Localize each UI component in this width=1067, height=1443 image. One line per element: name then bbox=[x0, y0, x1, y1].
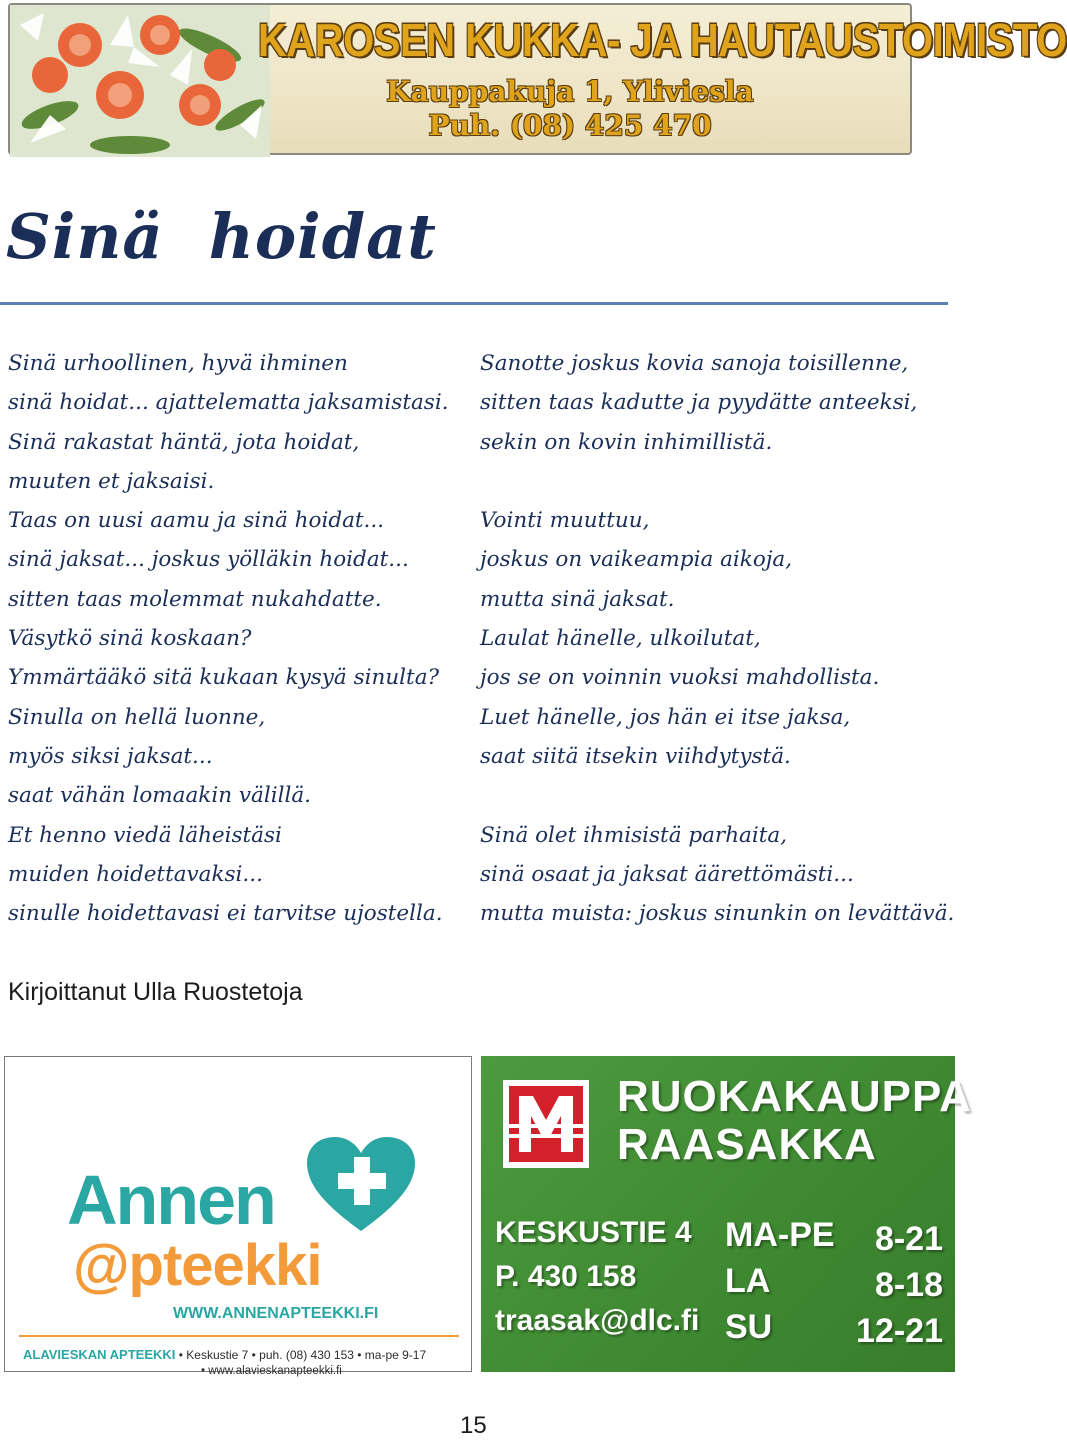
author-credit: Kirjoittanut Ulla Ruostetoja bbox=[8, 978, 303, 1006]
stanza-break bbox=[480, 462, 950, 501]
pharmacy-advertisement bbox=[4, 1056, 472, 1377]
grocery-name-line2: RAASAKKA bbox=[617, 1120, 877, 1169]
poem-line: joskus on vaikeampia aikoja, bbox=[480, 547, 793, 573]
poem-line: sitten taas kadutte ja pyydätte anteeksi, bbox=[480, 390, 918, 416]
poem-line: Sanotte joskus kovia sanoja toisillenne, bbox=[480, 351, 909, 376]
poem-line: Et henno viedä läheistäsi bbox=[8, 822, 282, 848]
shop-phone: Puh. (08) 425 470 bbox=[428, 109, 712, 142]
poem-line: jos se on voinnin vuoksi mahdollista. bbox=[480, 665, 880, 691]
poem-line: sinulle hoidettavasi ei tarvitse ujostella. bbox=[8, 901, 443, 927]
pharmacy-divider bbox=[19, 1335, 459, 1337]
poem-line: muuten et jaksaisi. bbox=[8, 468, 215, 494]
m-logo-icon bbox=[503, 1080, 589, 1168]
hours-days-saturday: LA bbox=[725, 1262, 771, 1300]
grocery-email: traasak@dlc.fi bbox=[495, 1304, 700, 1337]
flower-bouquet-image bbox=[10, 5, 270, 157]
poem-line: Sinä urhoollinen, hyvä ihminen bbox=[8, 351, 348, 376]
poem-line: sinä hoidat... ajattelematta jaksamistasi. bbox=[8, 390, 449, 416]
poem-line: saat siitä itsekin viihdytystä. bbox=[480, 743, 791, 769]
poem-line: myös siksi jaksat... bbox=[8, 743, 213, 769]
heart-cross-icon bbox=[305, 1135, 417, 1235]
pharmacy-footer-details: • Keskustie 7 • puh. (08) 430 153 • ma-pe 9-17 bbox=[175, 1348, 427, 1362]
hours-days-weekdays: MA-PE bbox=[725, 1216, 835, 1254]
poem-line: sitten taas molemmat nukahdatte. bbox=[8, 586, 382, 612]
poem-line: Luet hänelle, jos hän ei itse jaksa, bbox=[480, 704, 851, 730]
poem-left-column bbox=[8, 344, 468, 933]
poem-line: Taas on uusi aamu ja sinä hoidat... bbox=[8, 508, 385, 534]
title-divider bbox=[0, 302, 948, 305]
poem-line: Sinä olet ihmisistä parhaita, bbox=[480, 822, 788, 848]
pharmacy-brand-line2: @pteekki bbox=[73, 1233, 322, 1298]
shop-address: Kauppakuja 1, Yliviesla bbox=[386, 75, 754, 108]
poem-line: sekin on kovin inhimillistä. bbox=[480, 429, 773, 455]
pharmacy-website: WWW.ANNENAPTEEKKI.FI bbox=[173, 1305, 379, 1322]
grocery-advertisement bbox=[481, 1056, 972, 1372]
poem-line: mutta muista: joskus sinunkin on levättävä. bbox=[480, 901, 955, 927]
poem-line: mutta sinä jaksat. bbox=[480, 586, 675, 612]
shop-name: KAROSEN KUKKA- JA HAUTAUSTOIMISTO bbox=[258, 15, 1067, 67]
poem-line: Vointi muuttuu, bbox=[480, 508, 650, 534]
header-banner bbox=[8, 3, 1067, 155]
hours-time-weekdays: 8-21 bbox=[874, 1220, 943, 1258]
poem-line: Ymmärtääkö sitä kukaan kysyä sinulta? bbox=[8, 665, 440, 691]
grocery-phone: P. 430 158 bbox=[495, 1260, 637, 1293]
poem-line: sinä osaat ja jaksat äärettömästi... bbox=[480, 861, 854, 887]
poem-line: Väsytkö sinä koskaan? bbox=[8, 626, 252, 652]
poem-right-column bbox=[480, 344, 955, 933]
pharmacy-footer-name: ALAVIESKAN APTEEKKI bbox=[23, 1347, 176, 1362]
poem-line: Laulat hänelle, ulkoilutat, bbox=[480, 626, 761, 652]
page-title: Sinä hoidat bbox=[6, 200, 437, 273]
hours-time-sunday: 12-21 bbox=[856, 1312, 943, 1350]
grocery-address: KESKUSTIE 4 bbox=[495, 1216, 692, 1249]
hours-time-saturday: 8-18 bbox=[874, 1266, 943, 1304]
poem-line: Sinulla on hellä luonne, bbox=[8, 704, 266, 730]
pharmacy-brand-line1: Annen bbox=[67, 1161, 275, 1239]
page-number: 15 bbox=[460, 1412, 487, 1439]
hours-days-sunday: SU bbox=[725, 1308, 773, 1346]
pharmacy-footer-line1 bbox=[23, 1347, 426, 1362]
poem-line: sinä jaksat... joskus yölläkin hoidat... bbox=[8, 547, 409, 573]
pharmacy-footer-web: • www.alavieskanapteekki.fi bbox=[201, 1365, 342, 1377]
poem-line: muiden hoidettavaksi... bbox=[8, 861, 263, 887]
poem-line: saat vähän lomaakin välillä. bbox=[8, 783, 312, 809]
stanza-break bbox=[480, 776, 950, 815]
poem-line: Sinä rakastat häntä, jota hoidat, bbox=[8, 429, 360, 455]
grocery-name-line1: RUOKAKAUPPA bbox=[617, 1072, 972, 1121]
